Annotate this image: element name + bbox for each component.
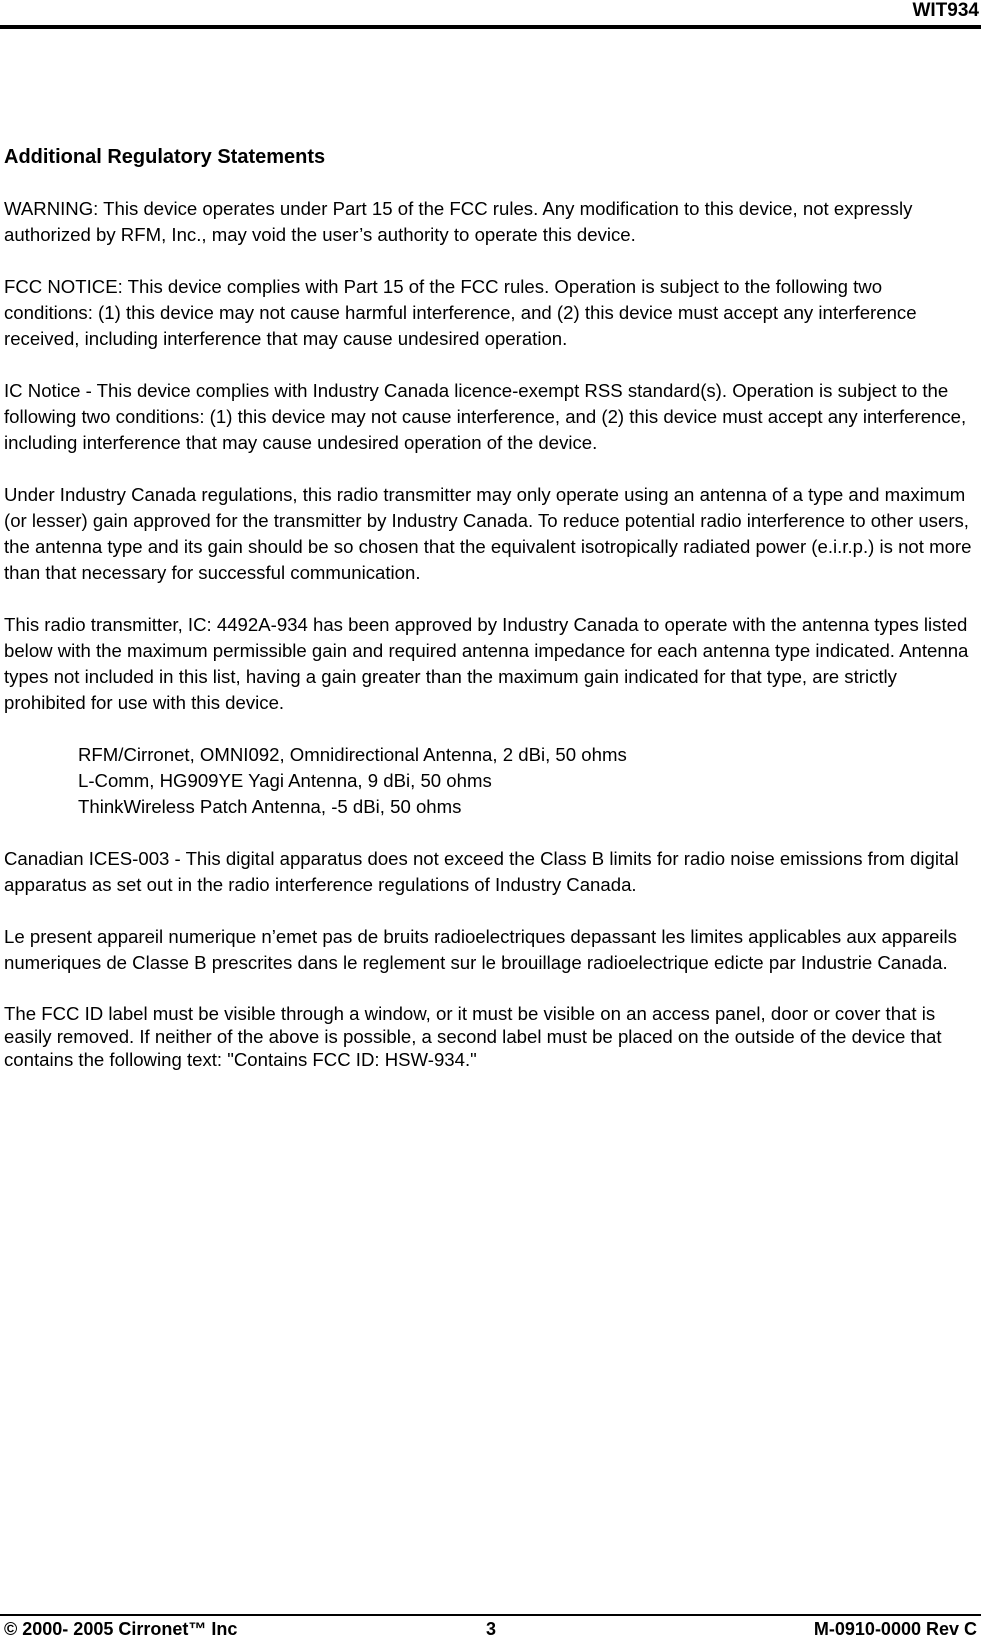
antenna-list — [4, 742, 976, 820]
footer-page-number: 3 — [486, 1619, 497, 1639]
warning-paragraph: WARNING: This device operates under Part 15 of the FCC rules. Any modification to this device, not expressly authorized by RFM, Inc., may void the user’s authority to operate this device. — [4, 198, 913, 245]
antenna-item: ThinkWireless Patch Antenna, -5 dBi, 50 ohms — [78, 796, 462, 817]
footer-doc-id: M-0910-0000 Rev C — [813, 1619, 977, 1639]
page-footer — [0, 1618, 981, 1640]
ic-notice-paragraph: IC Notice - This device complies with Industry Canada licence-exempt RSS standard(s). Operation is subject to the following two conditions: (1) this device may not cause interference, and (2) this device must accept any interference, including interference that may cause undesired operation of the device. — [4, 380, 967, 453]
fcc-label-paragraph: The FCC ID label must be visible through a window, or it must be visible on an access panel, door or cover that is easily removed. If neither of the above is possible, a second label must be placed on the outside of the device that contains the following text: "Contains FCC ID: HSW-934." — [4, 1003, 942, 1070]
document-body — [4, 144, 976, 1097]
footer-rule — [0, 1614, 981, 1616]
antenna-item: L-Comm, HG909YE Yagi Antenna, 9 dBi, 50 ohms — [78, 770, 492, 791]
section-title: Additional Regulatory Statements — [4, 146, 326, 168]
fcc-notice-paragraph: FCC NOTICE: This device complies with Part 15 of the FCC rules. Operation is subject to the following two conditions: (1) this device may not cause harmful interference, and (2) this device must accept any interference received, including interference that may cause undesired operation. — [4, 276, 917, 349]
french-notice-paragraph: Le present appareil numerique n’emet pas de bruits radioelectriques depassant les limites applicables aux appareils numeriques de Classe B prescrites dans le reglement sur le brouillage radioelectrique edicte par Industrie Canada. — [4, 926, 957, 973]
ices-003-paragraph: Canadian ICES-003 - This digital apparatus does not exceed the Class B limits for radio noise emissions from digital apparatus as set out in the radio interference regulations of Industry Canada. — [4, 848, 959, 895]
header-title: WIT934 — [912, 0, 979, 21]
header-rule — [0, 25, 981, 29]
ic-regulations-paragraph: Under Industry Canada regulations, this radio transmitter may only operate using an antenna of a type and maximum (or lesser) gain approved for the transmitter by Industry Canada. To reduce potential radio interference to other users, the antenna type and its gain should be so chosen that the equivalent isotropically radiated power (e.i.r.p.) is not more than that necessary for successful communication. — [4, 484, 972, 583]
footer-copyright: © 2000- 2005 Cirronet™ Inc — [4, 1619, 238, 1639]
antenna-item: RFM/Cirronet, OMNI092, Omnidirectional Antenna, 2 dBi, 50 ohms — [78, 744, 627, 765]
ic-approval-paragraph: This radio transmitter, IC: 4492A-934 has been approved by Industry Canada to operate with the antenna types listed below with the maximum permissible gain and required antenna impedance for each antenna type indicated. Antenna types not included in this list, having a gain greater than the maximum gain indicated for that type, are strictly prohibited for use with this device. — [4, 614, 969, 713]
